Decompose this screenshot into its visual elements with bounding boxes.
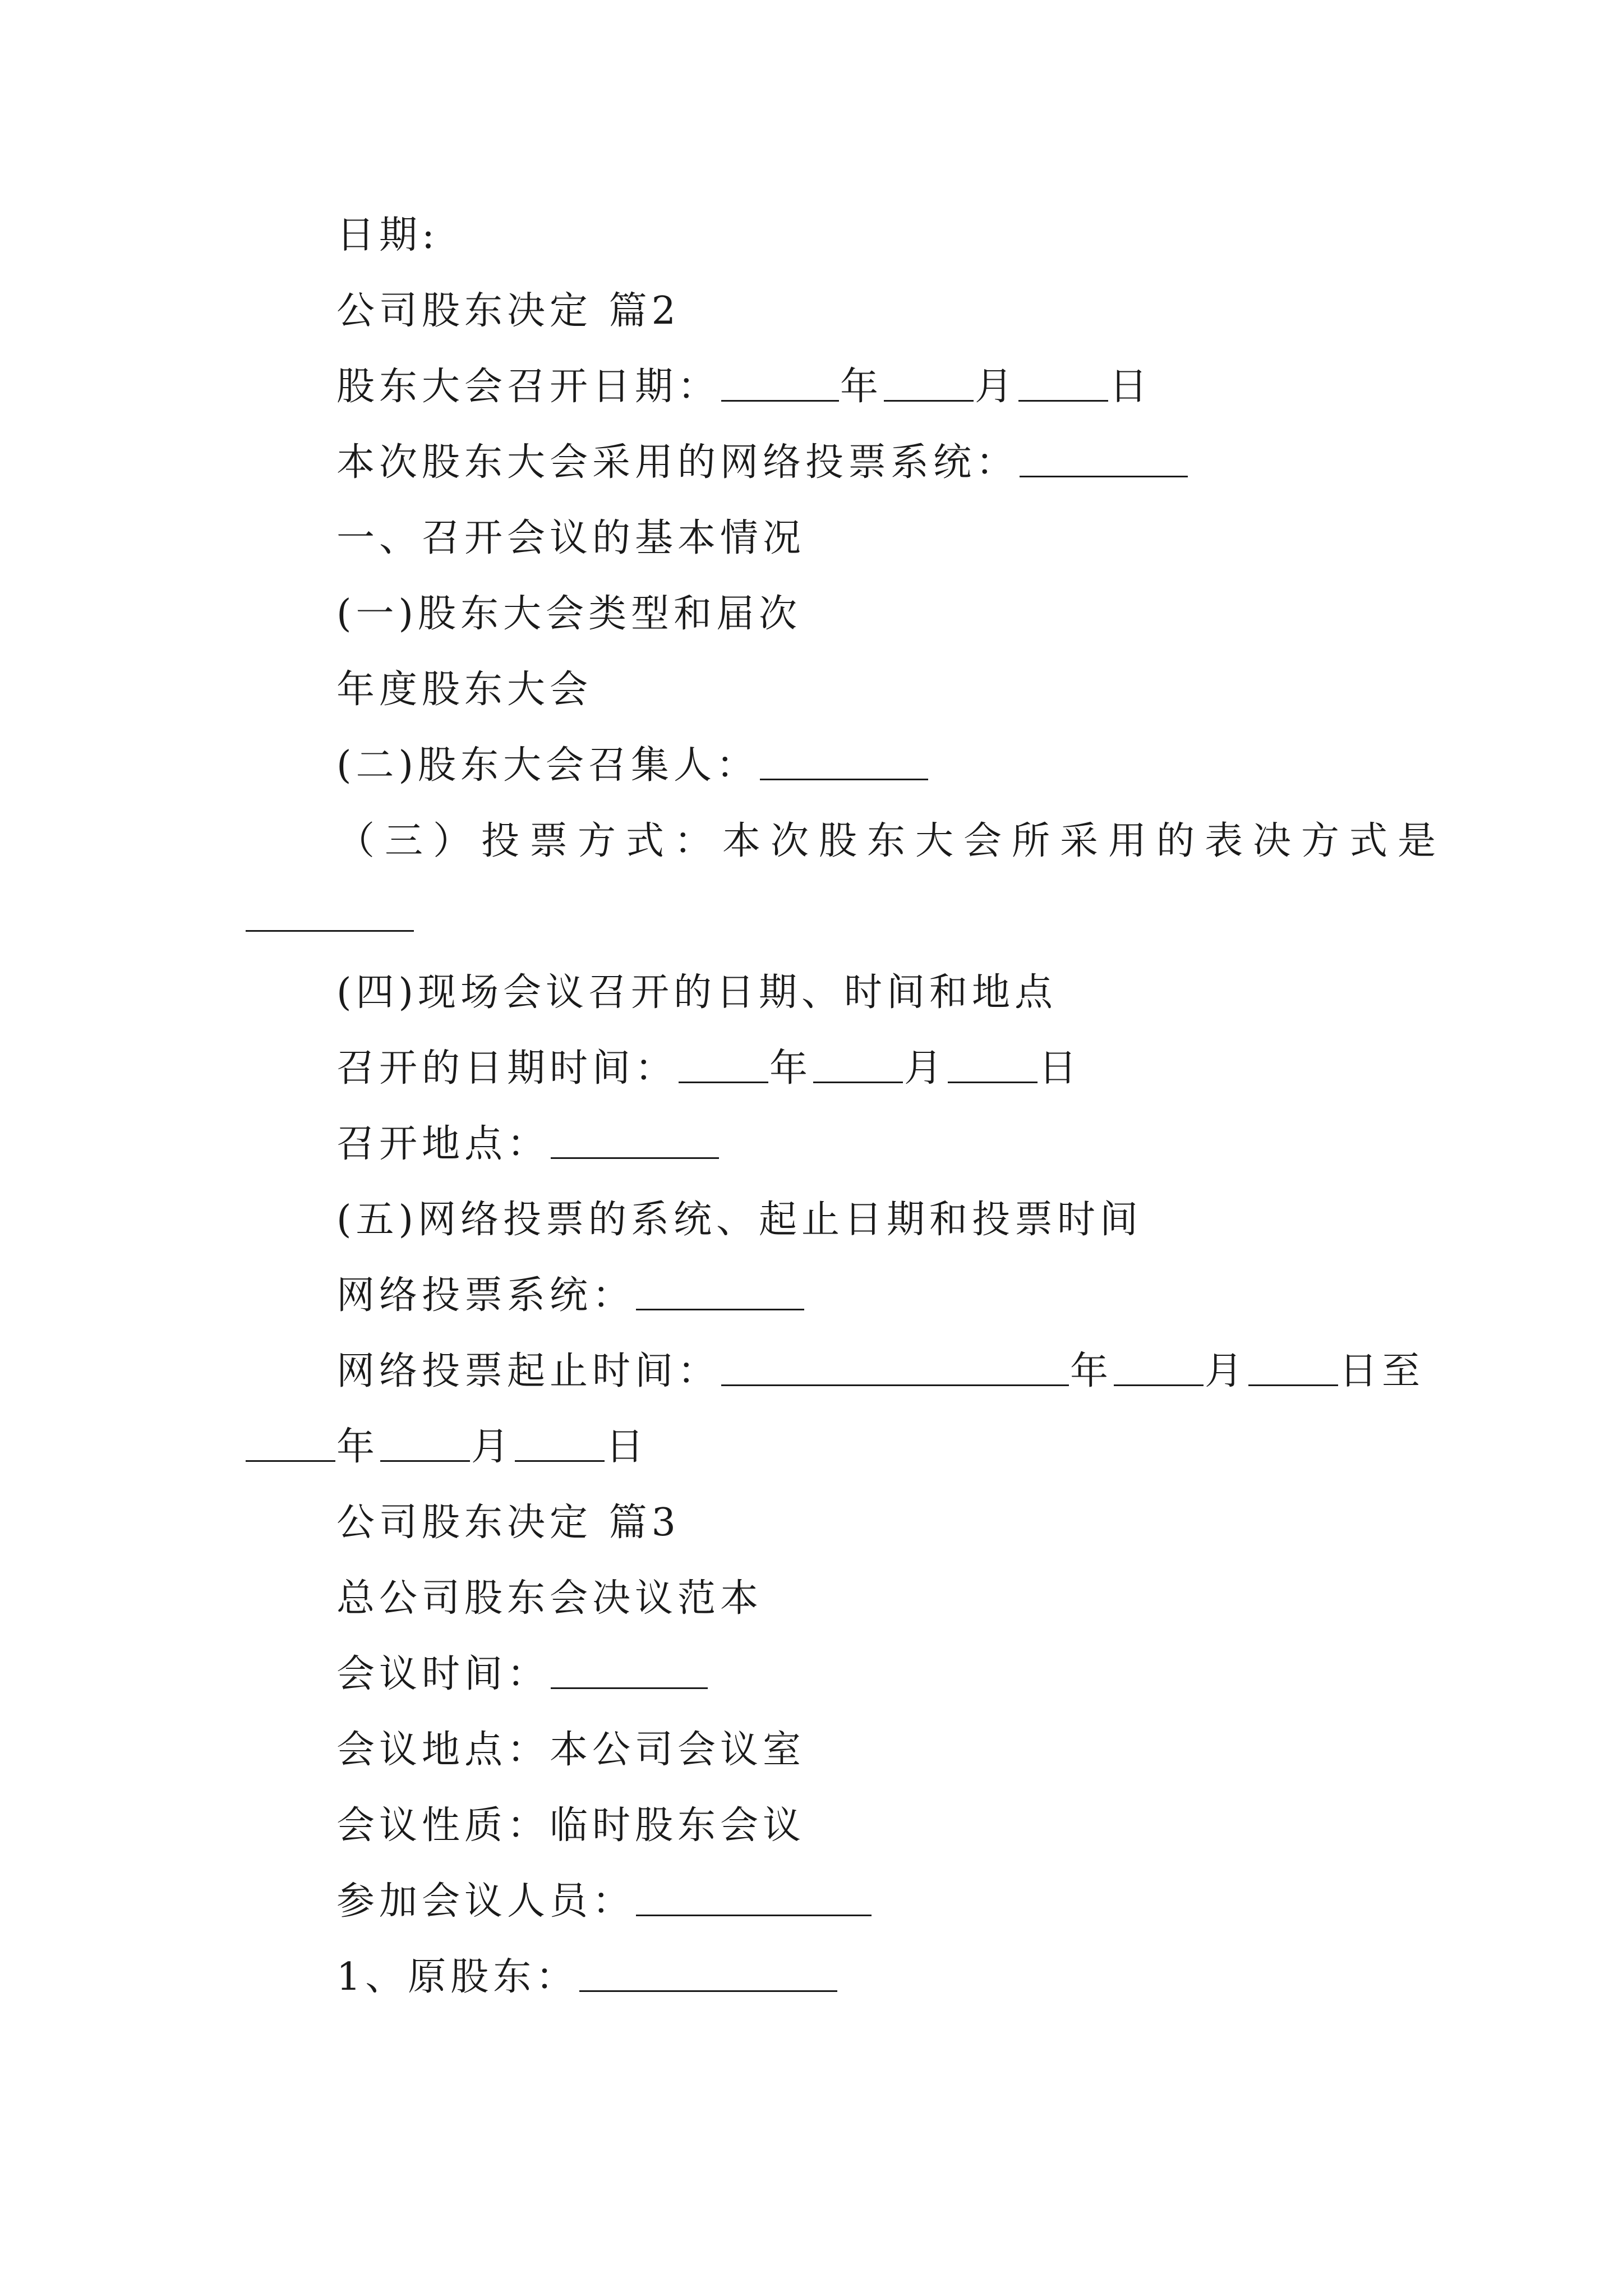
blank-line — [948, 1079, 1038, 1083]
day-to-label: 日至 — [1339, 1349, 1425, 1393]
onsite-date-label: 召开的日期时间： — [336, 1046, 678, 1091]
blank-line — [884, 398, 974, 402]
blank-line — [813, 1079, 903, 1083]
blank-line — [636, 1912, 872, 1916]
onsite-date-line — [336, 1043, 1081, 1094]
resolution-template-title — [336, 1573, 763, 1624]
blank-line — [636, 1306, 804, 1310]
online-period-label: 网络投票起止时间： — [336, 1349, 721, 1393]
voting-method-line — [336, 816, 1446, 867]
month-label: 月 — [975, 365, 1018, 409]
item-one-text: (一)股东大会类型和届次 — [336, 592, 802, 636]
section-one-heading — [336, 513, 805, 564]
section-heading-3 — [336, 1498, 680, 1548]
blank-line — [1248, 1382, 1338, 1386]
month-label: 月 — [1205, 1349, 1248, 1393]
month-label: 月 — [904, 1046, 947, 1091]
resolution-template-text: 总公司股东会决议范本 — [336, 1576, 763, 1621]
meeting-nature-text: 会议性质：临时股东会议 — [336, 1803, 806, 1848]
annual-meeting-text: 年度股东大会 — [336, 668, 593, 712]
online-system-line — [336, 1271, 805, 1321]
attendees-line — [336, 1876, 873, 1927]
blank-line — [721, 398, 839, 402]
year-label: 年 — [769, 1046, 813, 1091]
blank-line — [1018, 398, 1108, 402]
meeting-time-line — [336, 1649, 709, 1700]
venue-line — [336, 1119, 720, 1170]
meeting-date-line — [336, 362, 1152, 412]
day-label: 日 — [606, 1425, 649, 1469]
voting-system-line — [336, 438, 1189, 488]
voting-method-text: （三）投票方式：本次股东大会所采用的表决方式是 — [336, 819, 1446, 863]
item-one-line — [336, 589, 801, 639]
blank-line — [246, 1458, 335, 1462]
blank-line — [380, 1458, 470, 1462]
blank-line — [579, 1988, 837, 1992]
day-label: 日 — [1039, 1046, 1082, 1091]
month-label: 月 — [471, 1425, 514, 1469]
attendees-label: 参加会议人员： — [336, 1879, 635, 1924]
meeting-nature-line — [336, 1801, 805, 1851]
blank-line — [760, 776, 928, 780]
section-heading-2 — [336, 286, 680, 337]
item-five-text: (五)网络投票的系统、起止日期和投票时间 — [336, 1198, 1143, 1242]
online-system-label: 网络投票系统： — [336, 1273, 635, 1318]
blank-line — [721, 1382, 1069, 1386]
date-line — [336, 210, 439, 261]
original-shareholders-line — [336, 1952, 838, 2003]
meeting-location-line — [336, 1725, 805, 1775]
year-label: 年 — [840, 365, 883, 409]
convener-label: (二)股东大会召集人： — [336, 743, 759, 788]
year-label: 年 — [1070, 1349, 1113, 1393]
year-label: 年 — [336, 1425, 380, 1469]
day-label: 日 — [1109, 365, 1152, 409]
venue-label: 召开地点： — [336, 1122, 550, 1166]
item-four-text: (四)现场会议召开的日期、时间和地点 — [336, 970, 1058, 1015]
voting-method-continuation — [245, 892, 415, 942]
blank-line — [551, 1685, 708, 1689]
voting-system-label: 本次股东大会采用的网络投票系统： — [336, 440, 1019, 485]
meeting-date-label: 股东大会召开日期： — [336, 365, 721, 409]
blank-line — [679, 1079, 768, 1083]
item-four-line — [336, 968, 1057, 1018]
meeting-location-text: 会议地点：本公司会议室 — [336, 1728, 806, 1772]
blank-line — [515, 1458, 605, 1462]
item-five-line — [336, 1195, 1142, 1245]
blank-line — [1114, 1382, 1204, 1386]
section-title: 公司股东决定 篇2 — [336, 289, 680, 333]
section-title: 公司股东决定 篇3 — [336, 1501, 680, 1545]
blank-line — [551, 1155, 719, 1159]
annual-meeting-line — [336, 665, 592, 715]
date-label: 日期: — [336, 213, 439, 257]
meeting-time-label: 会议时间： — [336, 1652, 550, 1696]
section-one-title: 一、召开会议的基本情况 — [336, 516, 806, 560]
blank-line — [246, 928, 414, 932]
original-shareholders-label: 1、原股东： — [336, 1955, 579, 1999]
online-period-line — [336, 1346, 1424, 1397]
convener-line — [336, 740, 929, 791]
online-period-continuation — [245, 1422, 648, 1473]
blank-line — [1020, 473, 1188, 477]
